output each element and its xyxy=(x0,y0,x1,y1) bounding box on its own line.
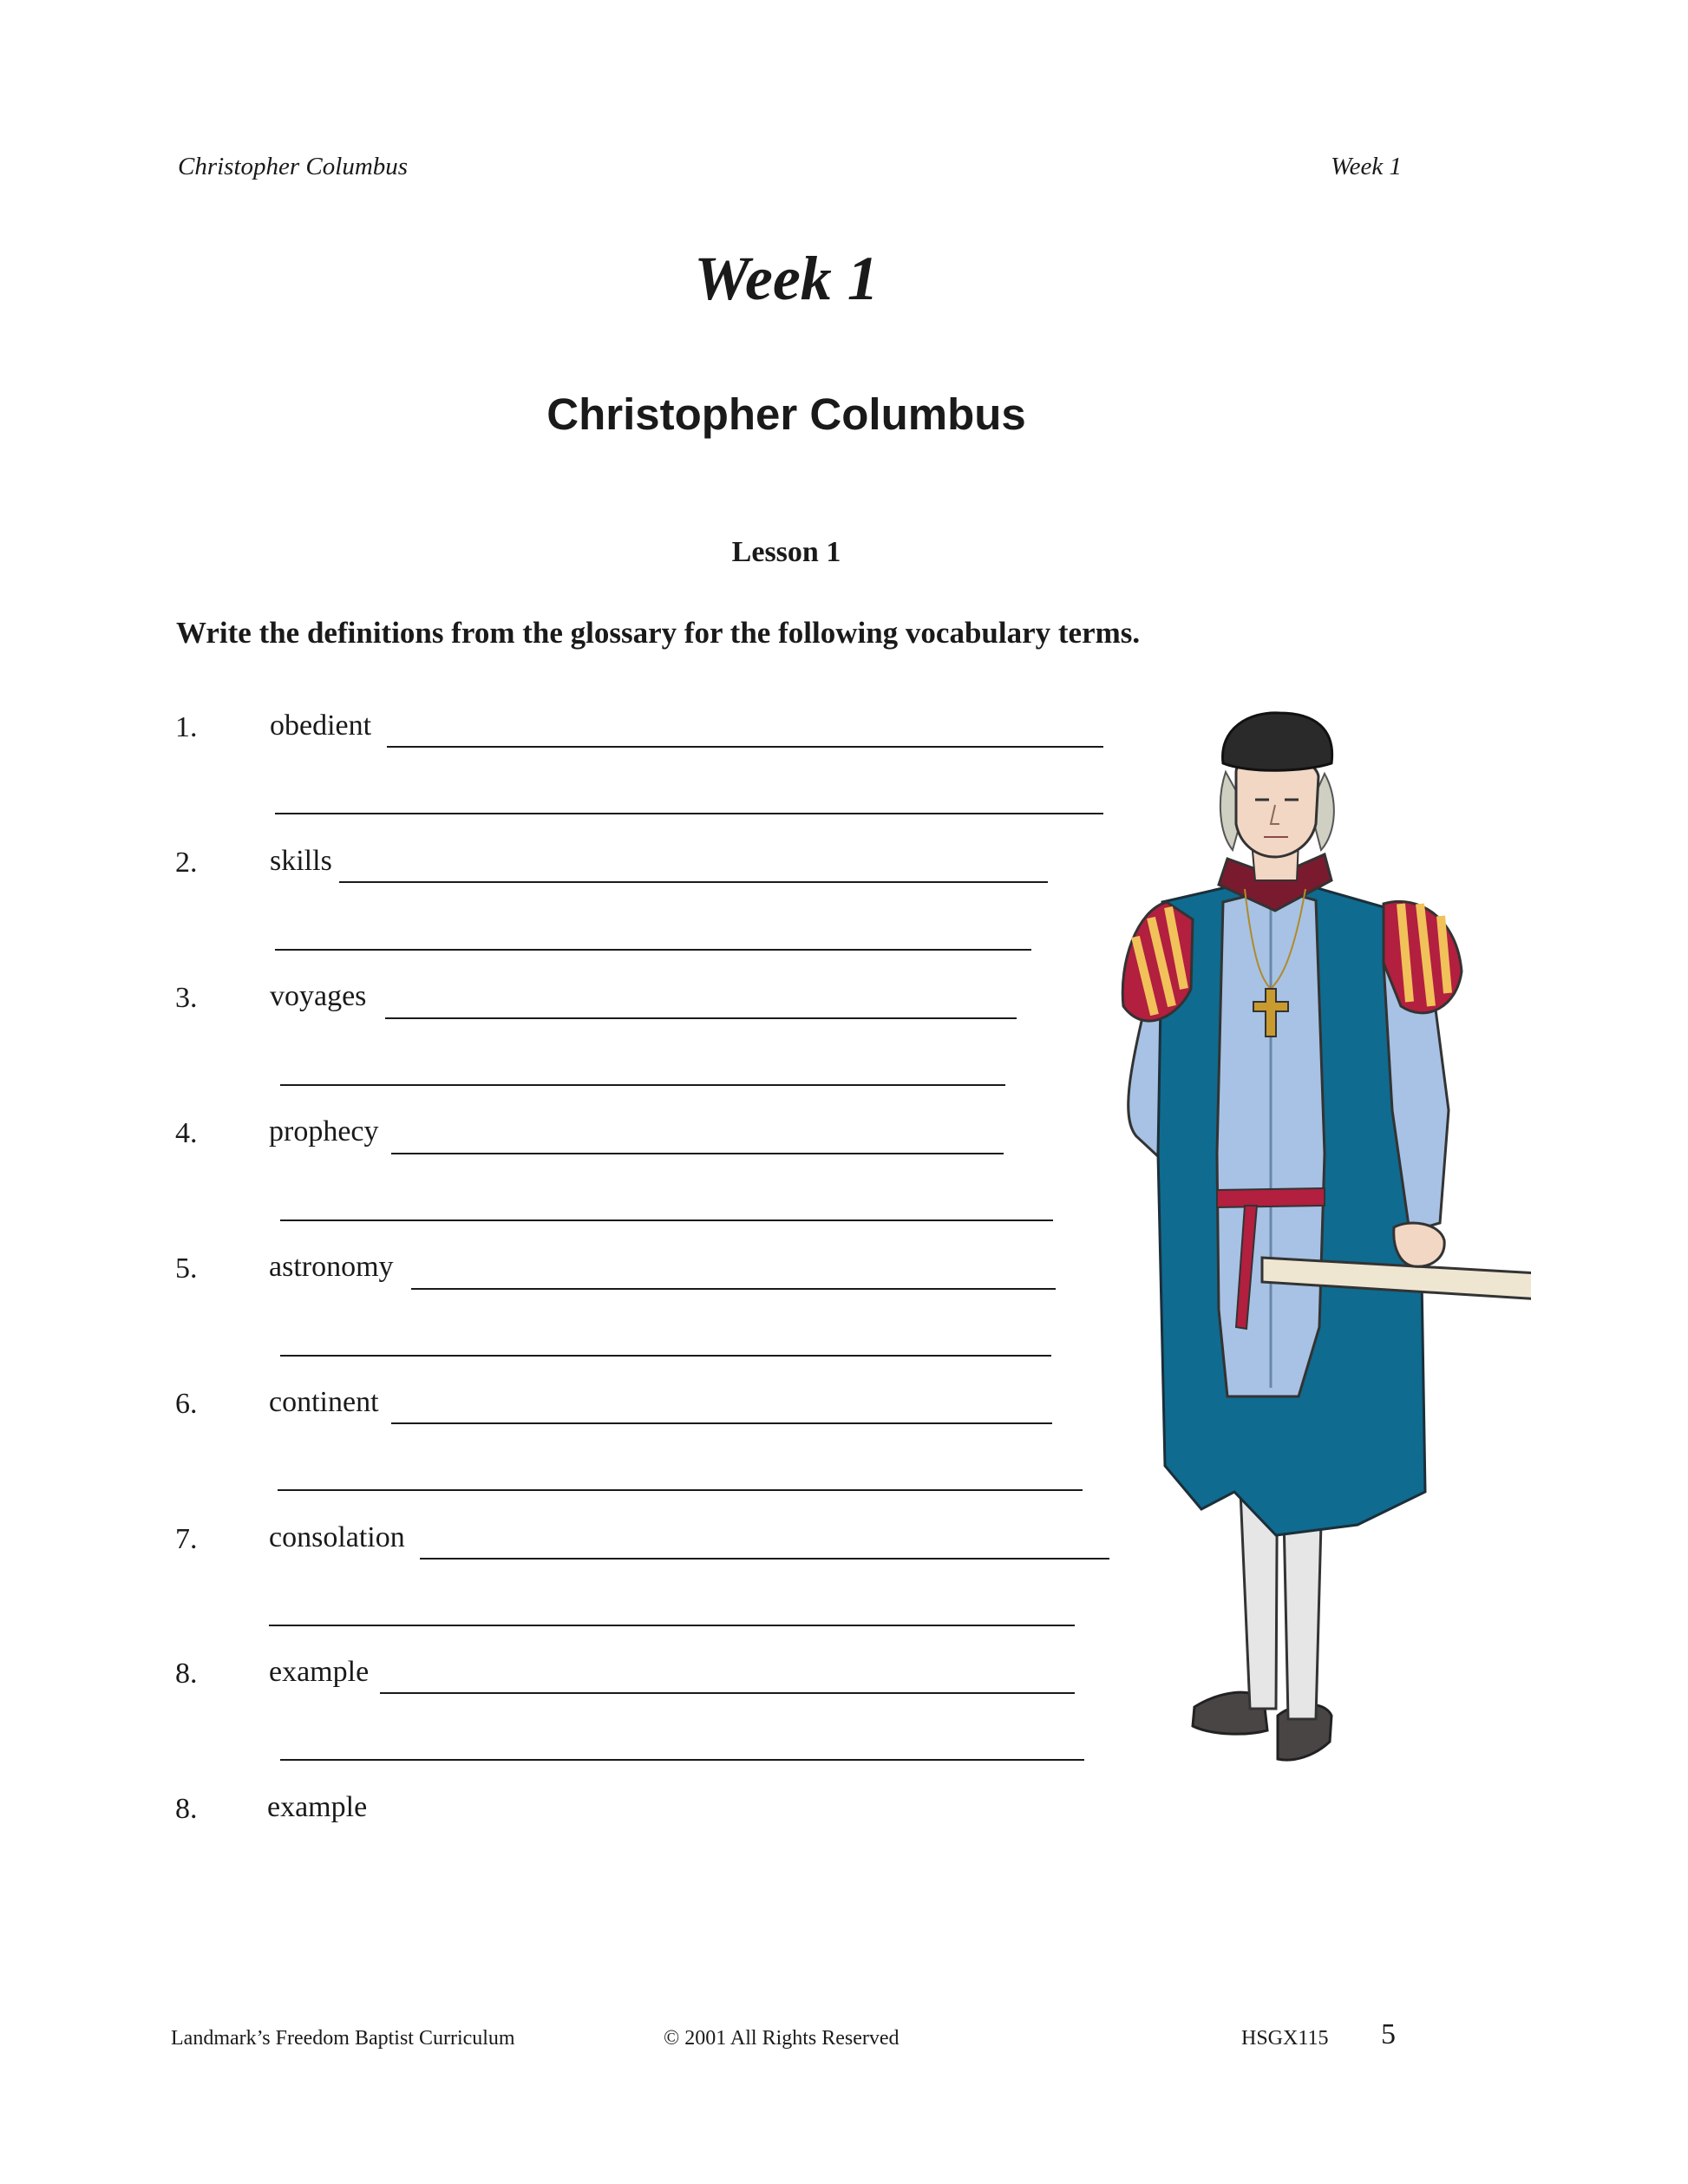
item-number: 1. xyxy=(175,711,198,743)
footer-publisher: Landmark’s Freedom Baptist Curriculum xyxy=(171,2027,515,2050)
answer-line[interactable] xyxy=(280,1084,1005,1086)
lesson-heading: Lesson 1 xyxy=(731,536,841,568)
hat xyxy=(1223,713,1332,770)
answer-line[interactable] xyxy=(275,813,1103,814)
answer-line[interactable] xyxy=(280,1220,1053,1221)
item-number: 5. xyxy=(175,1252,198,1285)
answer-line[interactable] xyxy=(387,746,1103,748)
answer-line[interactable] xyxy=(339,881,1048,883)
page-number: 5 xyxy=(1381,2018,1396,2050)
vocab-term: astronomy xyxy=(269,1251,394,1283)
answer-line[interactable] xyxy=(280,1759,1084,1761)
columbus-illustration xyxy=(1097,703,1531,1778)
page-title: Week 1 xyxy=(694,244,879,313)
answer-line[interactable] xyxy=(391,1422,1052,1424)
answer-line[interactable] xyxy=(385,1017,1017,1019)
item-number: 4. xyxy=(175,1117,198,1149)
answer-line[interactable] xyxy=(280,1355,1051,1357)
answer-line[interactable] xyxy=(420,1558,1109,1560)
instructions: Write the definitions from the glossary for the following vocabulary terms. xyxy=(176,616,1141,650)
footer-code: HSGX115 xyxy=(1241,2027,1329,2050)
vocab-term: obedient xyxy=(270,709,372,742)
answer-line[interactable] xyxy=(391,1153,1004,1154)
vocab-term: example xyxy=(269,1656,370,1688)
item-number: 8. xyxy=(175,1658,198,1690)
item-number: 8. xyxy=(175,1793,198,1825)
vocab-term: prophecy xyxy=(269,1115,379,1148)
item-number: 2. xyxy=(175,847,198,879)
answer-line[interactable] xyxy=(411,1288,1056,1290)
vocab-term: consolation xyxy=(269,1521,405,1553)
answer-line[interactable] xyxy=(278,1489,1083,1491)
answer-line[interactable] xyxy=(380,1692,1075,1694)
vocab-term: skills xyxy=(270,845,332,877)
running-header-title: Christopher Columbus xyxy=(178,153,409,180)
vocab-term: example xyxy=(267,1791,368,1823)
hand xyxy=(1394,1223,1444,1266)
topic-heading: Christopher Columbus xyxy=(546,389,1026,439)
answer-line[interactable] xyxy=(275,949,1031,951)
vocab-term: continent xyxy=(269,1386,379,1418)
item-number: 3. xyxy=(175,982,198,1014)
vocab-term: voyages xyxy=(270,980,367,1012)
running-header-week: Week 1 xyxy=(1331,153,1402,180)
footer-copyright: © 2001 All Rights Reserved xyxy=(664,2027,900,2050)
item-number: 6. xyxy=(175,1388,198,1420)
item-number: 7. xyxy=(175,1523,198,1555)
belt xyxy=(1217,1188,1325,1207)
answer-line[interactable] xyxy=(269,1625,1075,1626)
